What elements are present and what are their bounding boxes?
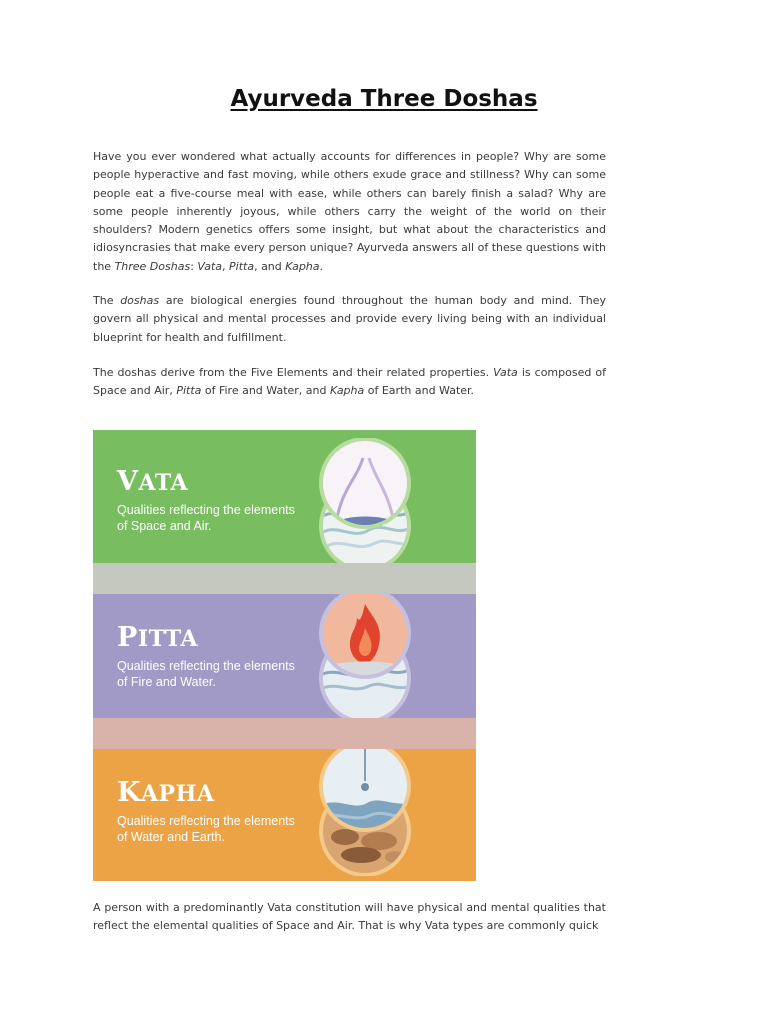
- kapha-initial: K: [117, 777, 141, 808]
- text: of Earth and Water.: [364, 384, 475, 398]
- kapha-description: Qualities reflecting the elements of Water and Earth.: [117, 814, 295, 844]
- separator-band: [93, 563, 476, 594]
- vata-element-images: [317, 438, 417, 563]
- pitta-term: Pitta: [176, 384, 202, 398]
- text: The doshas derive from the Five Elements and their related properties.: [93, 366, 494, 379]
- pitta-element-images: [317, 594, 417, 718]
- page-title: Ayurveda Three Doshas: [230, 86, 538, 112]
- text: are biological energies found throughout the human body and mind. They govern all physical and mental processes and provide every living being with an individual blueprint for health and fulfillment.: [93, 294, 606, 344]
- punct: ,: [222, 259, 230, 273]
- punct: :: [190, 259, 198, 273]
- doshas-infographic: [93, 430, 476, 881]
- kapha-panel: [93, 749, 476, 881]
- vata-description: Qualities reflecting the elements of Space and Air.: [117, 503, 295, 533]
- kapha-element-images: [317, 749, 417, 880]
- kapha-rest: APHA: [140, 781, 215, 807]
- kapha-term: Kapha: [330, 384, 365, 398]
- water-earth-icon: [317, 749, 417, 876]
- punct: , and: [254, 259, 286, 273]
- elements-paragraph: [93, 364, 606, 401]
- vata-term: Vata: [197, 259, 223, 273]
- vata-heading: [117, 466, 188, 497]
- vata-initial: V: [117, 466, 139, 497]
- pitta-description: Qualities reflecting the elements of Fire and Water.: [117, 659, 295, 689]
- intro-paragraph: [93, 148, 606, 276]
- kapha-heading: [117, 777, 214, 808]
- doshas-definition-paragraph: [93, 292, 606, 347]
- pitta-term: Pitta: [229, 259, 255, 273]
- text: of Fire and Water, and: [201, 384, 330, 398]
- kapha-term: Kapha: [285, 259, 320, 273]
- text: The: [93, 294, 121, 307]
- fire-water-icon: [317, 594, 417, 718]
- vata-constitution-paragraph: A person with a predominantly Vata constitution will have physical and mental qualities that reflect the elemental qualities of Space and Air. That is why Vata types are commonly quick: [93, 901, 606, 933]
- pitta-heading: [117, 622, 198, 653]
- vata-term: Vata: [493, 366, 518, 379]
- pitta-panel: [93, 594, 476, 718]
- vata-rest: ATA: [138, 470, 189, 496]
- space-air-icon: [317, 438, 417, 563]
- punct: .: [319, 259, 324, 273]
- vata-panel: [93, 430, 476, 563]
- intro-text: Have you ever wondered what actually accounts for differences in people? Why are some people hyperactive and fast moving, while others exude grace and stillness? Why can some people eat a five-course meal with ease, while others can barely finish a salad? Why are some people inherently joyous, while others carry the weight of the world on their shoulders? Modern genetics offers some insight, but what about the characteristics and idiosyncrasies that make every person unique? Ayurveda answers all of these questions with the: [93, 150, 606, 273]
- doshas-term: doshas: [120, 294, 160, 307]
- pitta-initial: P: [117, 622, 138, 653]
- text: is composed of Space and Air,: [93, 366, 606, 398]
- separator-band: [93, 718, 476, 749]
- pitta-rest: ITTA: [137, 626, 198, 652]
- three-doshas-term: Three Doshas: [114, 259, 191, 273]
